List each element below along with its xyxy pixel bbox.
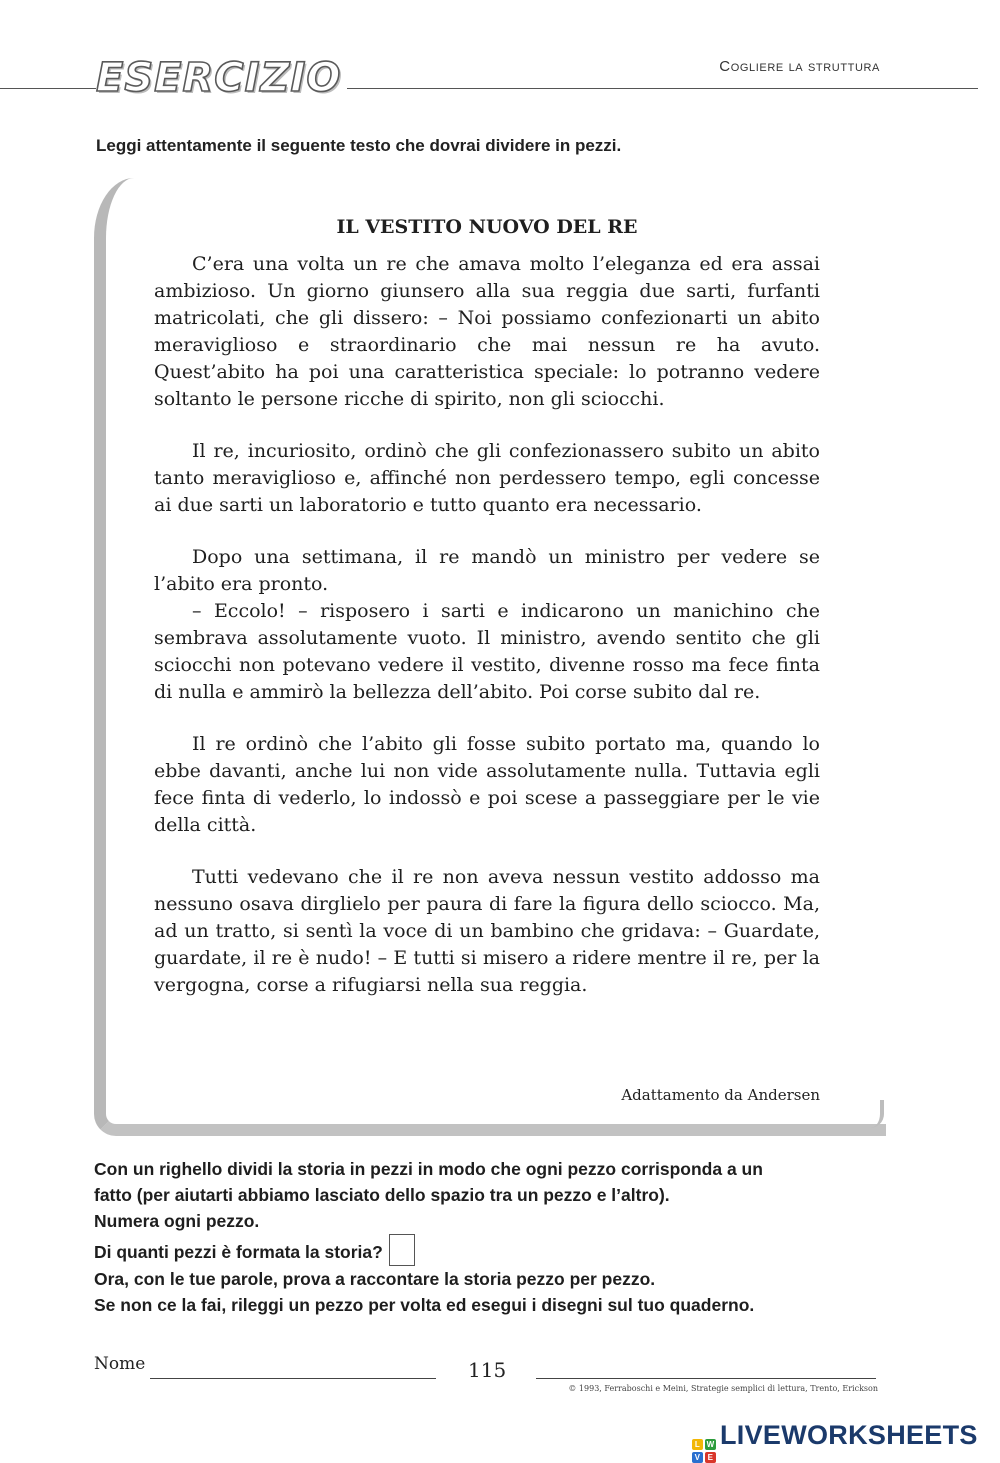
instruction-line: Ora, con le tue parole, prova a raccontare la storia pezzo per pezzo. — [94, 1269, 656, 1289]
story-title: IL VESTITO NUOVO DEL RE — [336, 216, 638, 238]
exercise-title: ESERCIZIO — [96, 58, 347, 98]
story-paragraph-4: Il re ordinò che l’abito gli fosse subito portato ma, quando lo ebbe davanti, anche lui non vide assolutamente nulla. Tuttavia egli fece finta di vederlo, lo indossò e poi scese a passeggiare per le vie della città. — [154, 733, 820, 836]
liveworksheets-icon: L W V E — [692, 1439, 716, 1463]
page-number: 115 — [468, 1358, 507, 1382]
instruction-line: Con un righello dividi la storia in pezzi in modo che ogni pezzo corrisponda a un — [94, 1159, 763, 1179]
story-paragraph-5: Tutti vedevano che il re non aveva nessun vestito addosso ma nessuno osava dirglielo per paura di fare la figura dello sciocco. Ma, ad un tratto, si sentì la voce di un bambino che gridava: – Guardate, guardate, il re è nudo! – E tutti si misero a ridere mentre il re, per la vergogna, corse a rifugiarsi nella sua reggia. — [154, 866, 820, 996]
name-line[interactable] — [150, 1378, 436, 1379]
instruction-line: Se non ce la fai, rileggi un pezzo per volta ed esegui i disegni sul tuo quaderno. — [94, 1295, 755, 1315]
name-label: Nome — [94, 1354, 146, 1374]
exercise-instructions — [94, 1156, 914, 1318]
answer-input-box[interactable] — [389, 1234, 415, 1266]
story-paragraph-1: C’era una volta un re che amava molto l’eleganza ed era assai ambizioso. Un giorno giunsero alla sua reggia due sarti, furfanti matricolati, che gli dissero: – Noi possiamo confezionarti un abito meraviglioso e straordinario che mai nessun re ha avuto. Quest’abito ha poi una caratteristica speciale: lo potranno vedere soltanto le persone ricche di spirito, non gli sciocchi. — [154, 253, 820, 410]
liveworksheets-brand: LIVEWORKSHEETS — [720, 1420, 978, 1450]
copyright-notice: © 1993, Ferraboschi e Meini, Strategie semplici di lettura, Trento, Erickson — [568, 1384, 878, 1393]
instruction-line: Numera ogni pezzo. — [94, 1211, 260, 1231]
instruction-question — [94, 1234, 914, 1266]
instruction-line: fatto (per aiutarti abbiamo lasciato dello spazio tra un pezzo e l’altro). — [94, 1185, 670, 1205]
section-label: Cogliere la struttura — [719, 58, 880, 75]
story-paragraph-3b: – Eccolo! – risposero i sarti e indicarono un manichino che sembrava assolutamente vuoto. Il ministro, avendo sentito che gli sciocchi non potevano vedere il vestito, divenne rosso ma fece finta di nulla e ammirò la bellezza dell’abito. Poi corse subito dal re. — [154, 600, 820, 703]
story-credit: Adattamento da Andersen — [621, 1086, 820, 1104]
story-paragraph-2: Il re, incuriosito, ordinò che gli confezionassero subito un abito tanto meraviglioso e, affinché non perdessero tempo, egli concesse ai due sarti un laboratorio e tutto quanto era necessario. — [154, 440, 820, 516]
story-text — [154, 214, 820, 1024]
footer-rule — [536, 1378, 876, 1379]
intro-instruction: Leggi attentamente il seguente testo che dovrai dividere in pezzi. — [96, 136, 622, 155]
question-text: Di quanti pezzi è formata la storia? — [94, 1242, 383, 1262]
liveworksheets-logo — [692, 1420, 978, 1463]
story-paragraph-3a: Dopo una settimana, il re mandò un ministro per vedere se l’abito era pronto. — [154, 546, 820, 595]
